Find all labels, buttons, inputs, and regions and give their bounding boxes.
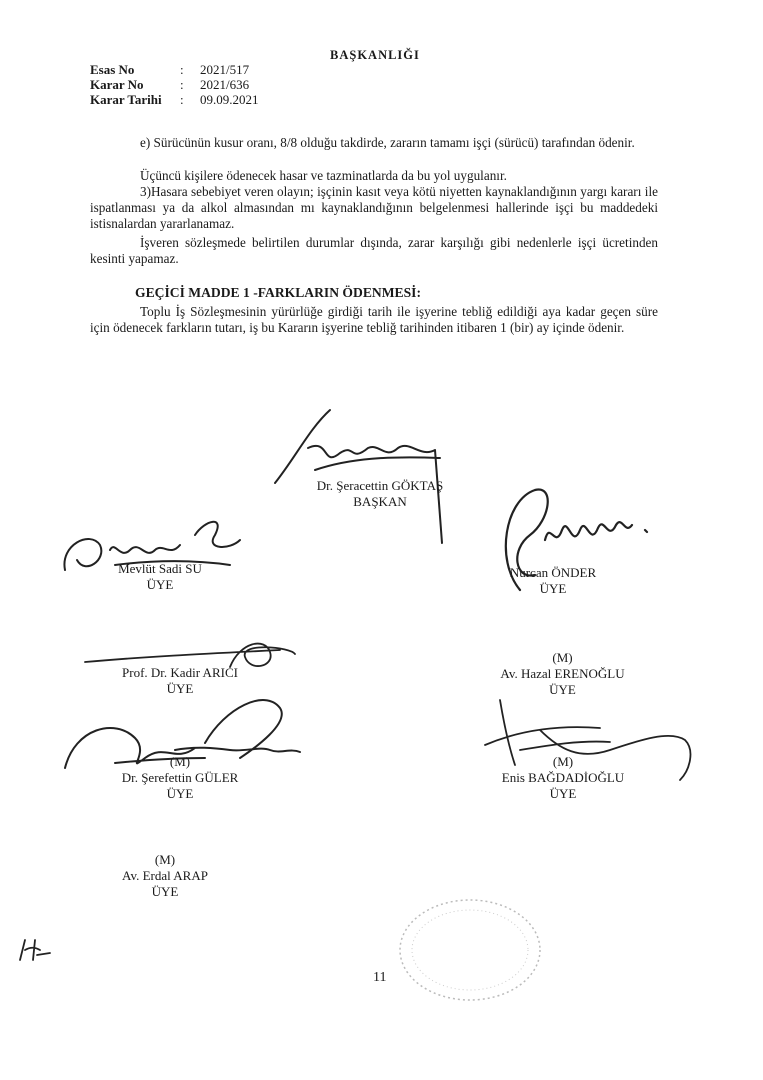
signatory-name: Nurcan ÖNDER xyxy=(509,565,597,580)
meta-row-esas xyxy=(90,62,290,77)
signatory-role: ÜYE xyxy=(549,682,576,697)
meta-key: Karar Tarihi xyxy=(90,92,162,107)
case-meta xyxy=(90,62,290,110)
meta-row-karar xyxy=(90,77,290,92)
signatory-role: BAŞKAN xyxy=(353,494,407,509)
signatory-bagdadioglu xyxy=(478,754,648,802)
meta-value: 2021/517 xyxy=(200,62,250,77)
paragraph-third-parties: Üçüncü kişilere ödenecek hasar ve tazminatlarda da bu yol uygulanır. xyxy=(140,168,507,183)
signatory-goktas xyxy=(285,478,475,510)
signatory-role: ÜYE xyxy=(146,577,174,592)
signatory-role: ÜYE xyxy=(166,786,194,801)
margin-initial xyxy=(15,935,55,965)
paragraph-temporary-article: Toplu İş Sözleşmesinin yürürlüğe girdiği tarih ile işyerine tebliğ edildiği aya kadar geçen süre için ödenecek farkların tutarı, iş bu Kararın işyerine tebliğ tarihinden itibaren 1 (bir) ay içinde ödenir. xyxy=(90,304,658,335)
signatory-name: Dr. Şeracettin GÖKTAŞ xyxy=(316,478,444,493)
meta-sep: : xyxy=(180,77,184,92)
signatory-name: Prof. Dr. Kadir ARICI xyxy=(122,665,238,680)
signatory-erenoglu xyxy=(480,650,645,698)
paragraph-employer: İşveren sözleşmede belirtilen durumlar dışında, zarar karşılığı gibi nedenlerle işçi ücretinden kesinti yapamaz. xyxy=(90,235,658,266)
signatory-su xyxy=(80,561,240,593)
signatory-role: ÜYE xyxy=(539,581,567,596)
signature-goktas xyxy=(270,398,460,548)
signatory-onder xyxy=(478,565,628,597)
meta-key: Karar No xyxy=(90,77,144,92)
signatory-role: ÜYE xyxy=(166,681,194,696)
signatory-name: Av. Erdal ARAP xyxy=(122,868,208,883)
signatory-role: ÜYE xyxy=(151,884,179,899)
signatory-role: ÜYE xyxy=(549,786,577,801)
page-number: 11 xyxy=(373,970,387,985)
section-heading: GEÇİCİ MADDE 1 -FARKLARIN ÖDENMESİ: xyxy=(135,285,421,300)
meta-sep: : xyxy=(180,92,184,107)
signatory-name: Enis BAĞDADİOĞLU xyxy=(501,770,625,785)
stamp-seal xyxy=(395,895,545,1005)
meta-value: 2021/636 xyxy=(200,77,250,92)
signatory-name: Mevlüt Sadi SU xyxy=(118,561,202,576)
signatory-mark: (M) xyxy=(154,852,176,867)
meta-key: Esas No xyxy=(90,62,135,77)
signatory-name: Dr. Şerefettin GÜLER xyxy=(121,770,239,785)
meta-sep: : xyxy=(180,62,184,77)
signatory-mark: (M) xyxy=(552,650,573,665)
page-header-title: BAŞKANLIĞI xyxy=(330,48,420,62)
signatory-mark: (M) xyxy=(169,754,191,769)
meta-value: 09.09.2021 xyxy=(200,92,259,107)
meta-row-tarih xyxy=(90,92,290,107)
signatory-guler xyxy=(95,754,265,802)
signatory-mark: (M) xyxy=(552,754,574,769)
signatory-name: Av. Hazal ERENOĞLU xyxy=(500,666,625,681)
paragraph-e: e) Sürücünün kusur oranı, 8/8 olduğu takdirde, zararın tamamı işçi (sürücü) tarafından ödenir. xyxy=(140,135,635,150)
signatory-arap xyxy=(95,852,235,900)
signatory-arici xyxy=(95,665,265,697)
paragraph-3: 3)Hasara sebebiyet veren olayın; işçinin kasıt veya kötü niyetten kaynaklandığının yargı kararı ile ispatlanması ya da alkol almasından mı kaynaklandığının belgelenmesi hallerinde işçi bu maddedeki istisnalardan yararlanamaz. xyxy=(90,184,658,231)
